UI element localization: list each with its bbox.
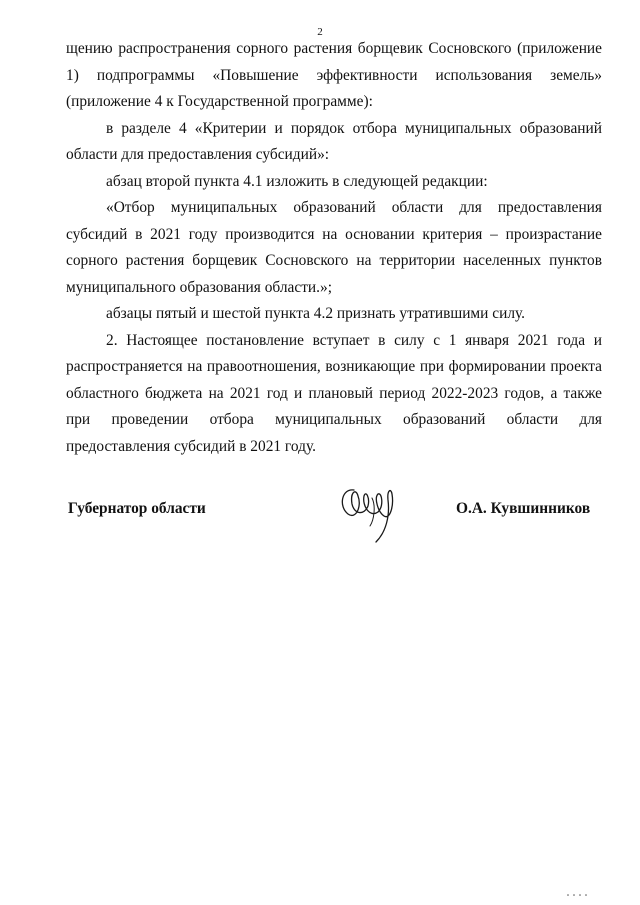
paragraph-effective-date: 2. Настоящее постановление вступает в силу с 1 января 2021 года и распространяется на правоотношения, возникающие при формировании проекта областного бюджета на 2021 год и плановый период 2022-2023 годов, а также при проведении отбора муниципальных образований области для предоставления субсидий в 2021 году. bbox=[66, 331, 602, 455]
scan-artifact-dots bbox=[566, 893, 590, 897]
signatory-name: О.А. Кувшинников bbox=[456, 500, 591, 517]
paragraph-continuation: щению распространения сорного растения борщевик Сосновского (приложение 1) подпрограммы «Повышение эффективности использования земель» (приложение 4 к Государственной программе): bbox=[66, 40, 602, 110]
paragraph-quoted-text: «Отбор муниципальных образований области для предоставления субсидий в 2021 году производится на основании критерия – произрастание сорного растения борщевик Сосновского на территории населенных пунктов муниципального образования области.»; bbox=[66, 199, 602, 296]
page-number: 2 bbox=[317, 26, 323, 38]
signature-block bbox=[0, 470, 640, 550]
document-body bbox=[66, 36, 602, 460]
paragraph-clause-4-2: абзацы пятый и шестой пункта 4.2 признать утратившими силу. bbox=[106, 305, 526, 322]
paragraph-clause-4-1: абзац второй пункта 4.1 изложить в следующей редакции: bbox=[106, 172, 488, 190]
paragraph-section-4: в разделе 4 «Критерии и порядок отбора муниципальных образований области для предоставления субсидий»: bbox=[66, 119, 602, 163]
handwritten-signature bbox=[332, 476, 404, 546]
signatory-title: Губернатор области bbox=[68, 500, 206, 517]
